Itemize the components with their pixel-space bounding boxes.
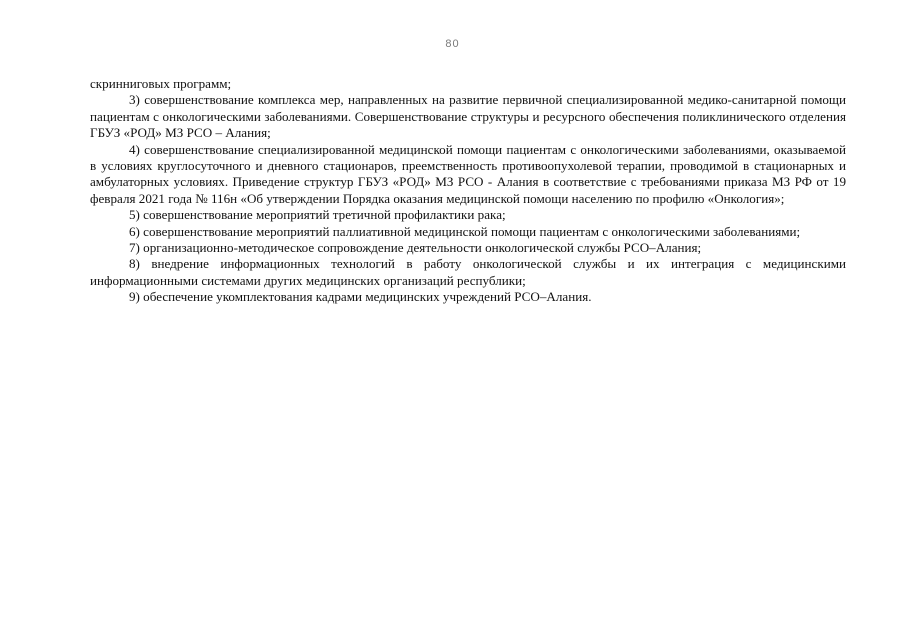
page-number: 80 bbox=[445, 38, 460, 50]
paragraph-item-9: 9) обеспечение укомплектования кадрами медицинских учреждений РСО–Алания. bbox=[129, 289, 592, 305]
paragraph-item-7: 7) организационно-методическое сопровождение деятельности онкологической службы РСО–Алания; bbox=[129, 240, 702, 256]
paragraph-item-6: 6) совершенствование мероприятий паллиативной медицинской помощи пациентам с онкологическими заболеваниями; bbox=[129, 223, 801, 239]
document-body bbox=[90, 76, 846, 306]
paragraph-item-5: 5) совершенствование мероприятий третичной профилактики рака; bbox=[129, 207, 506, 223]
paragraph-continuation: скринниговых программ; bbox=[90, 76, 232, 91]
paragraph-item-4: 4) совершенствование специализированной медицинской помощи пациентам с онкологическими заболеваниями, оказываемой в условиях круглосуточного и дневного стационаров, преемственность противоопухолевой терапии, проводимой в стационарных и амбулаторных условиях. Приведение структур ГБУЗ «РОД» МЗ РСО - Алания в соответствие с требованиями приказа МЗ РФ от 19 февраля 2021 года № 116н «Об утверждении Порядка оказания медицинской помощи населению по профилю «Онкология»; bbox=[90, 141, 846, 206]
paragraph-item-8: 8) внедрение информационных технологий в работу онкологической службы и их интеграция с медицинскими информационными системами других медицинских организаций республики; bbox=[90, 256, 846, 288]
paragraph-item-3: 3) совершенствование комплекса мер, направленных на развитие первичной специализированной медико-санитарной помощи пациентам с онкологическими заболеваниями. Совершенствование структуры и ресурсного обеспечения поликлинического отделения ГБУЗ «РОД» МЗ РСО – Алания; bbox=[90, 92, 846, 141]
